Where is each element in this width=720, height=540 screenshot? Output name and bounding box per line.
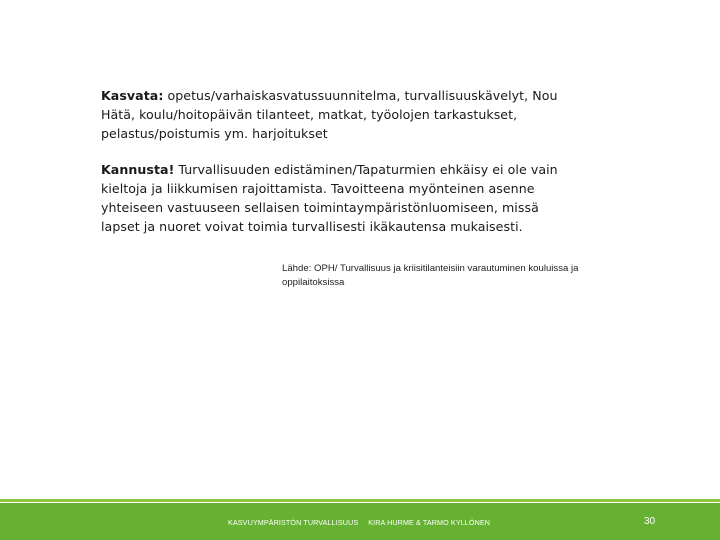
paragraph-kannusta-lead: Kannusta!: [101, 162, 175, 177]
paragraph-kannusta-text: Turvallisuuden edistäminen/Tapaturmien ehkäisy ei ole vain kieltoja ja liikkumisen rajoittamista. Tavoitteena myönteinen asenne yhteiseen vastuuseen sellaisen toimintaympäristönluomiseen, missä lapset ja nuoret voivat toimia turvallisesti ikäkautensa mukaisesti.: [101, 162, 558, 234]
paragraph-kasvata: [101, 86, 581, 143]
paragraph-kasvata-lead: Kasvata:: [101, 88, 164, 103]
footer-divider: [0, 499, 720, 502]
paragraph-kasvata-text: opetus/varhaiskasvatussuunnitelma, turvallisuuskävelyt, Nou Hätä, koulu/hoitopäivän tilanteet, matkat, työolojen tarkastukset, pelastus/poistumis ym. harjoitukset: [101, 88, 558, 141]
slide-body: [101, 86, 581, 236]
source-citation: Lähde: OPH/ Turvallisuus ja kriisitilanteisiin varautuminen kouluissa ja oppilaitoksissa: [282, 263, 579, 288]
footer-course-title: KASVUYMPÄRISTÖN TURVALLISUUS: [228, 518, 359, 527]
footer-authors: KIRA HURME & TARMO KYLLÖNEN: [368, 518, 491, 527]
footer-caption: [228, 518, 490, 527]
page-number: 30: [644, 516, 656, 527]
paragraph-kannusta: [101, 160, 581, 236]
